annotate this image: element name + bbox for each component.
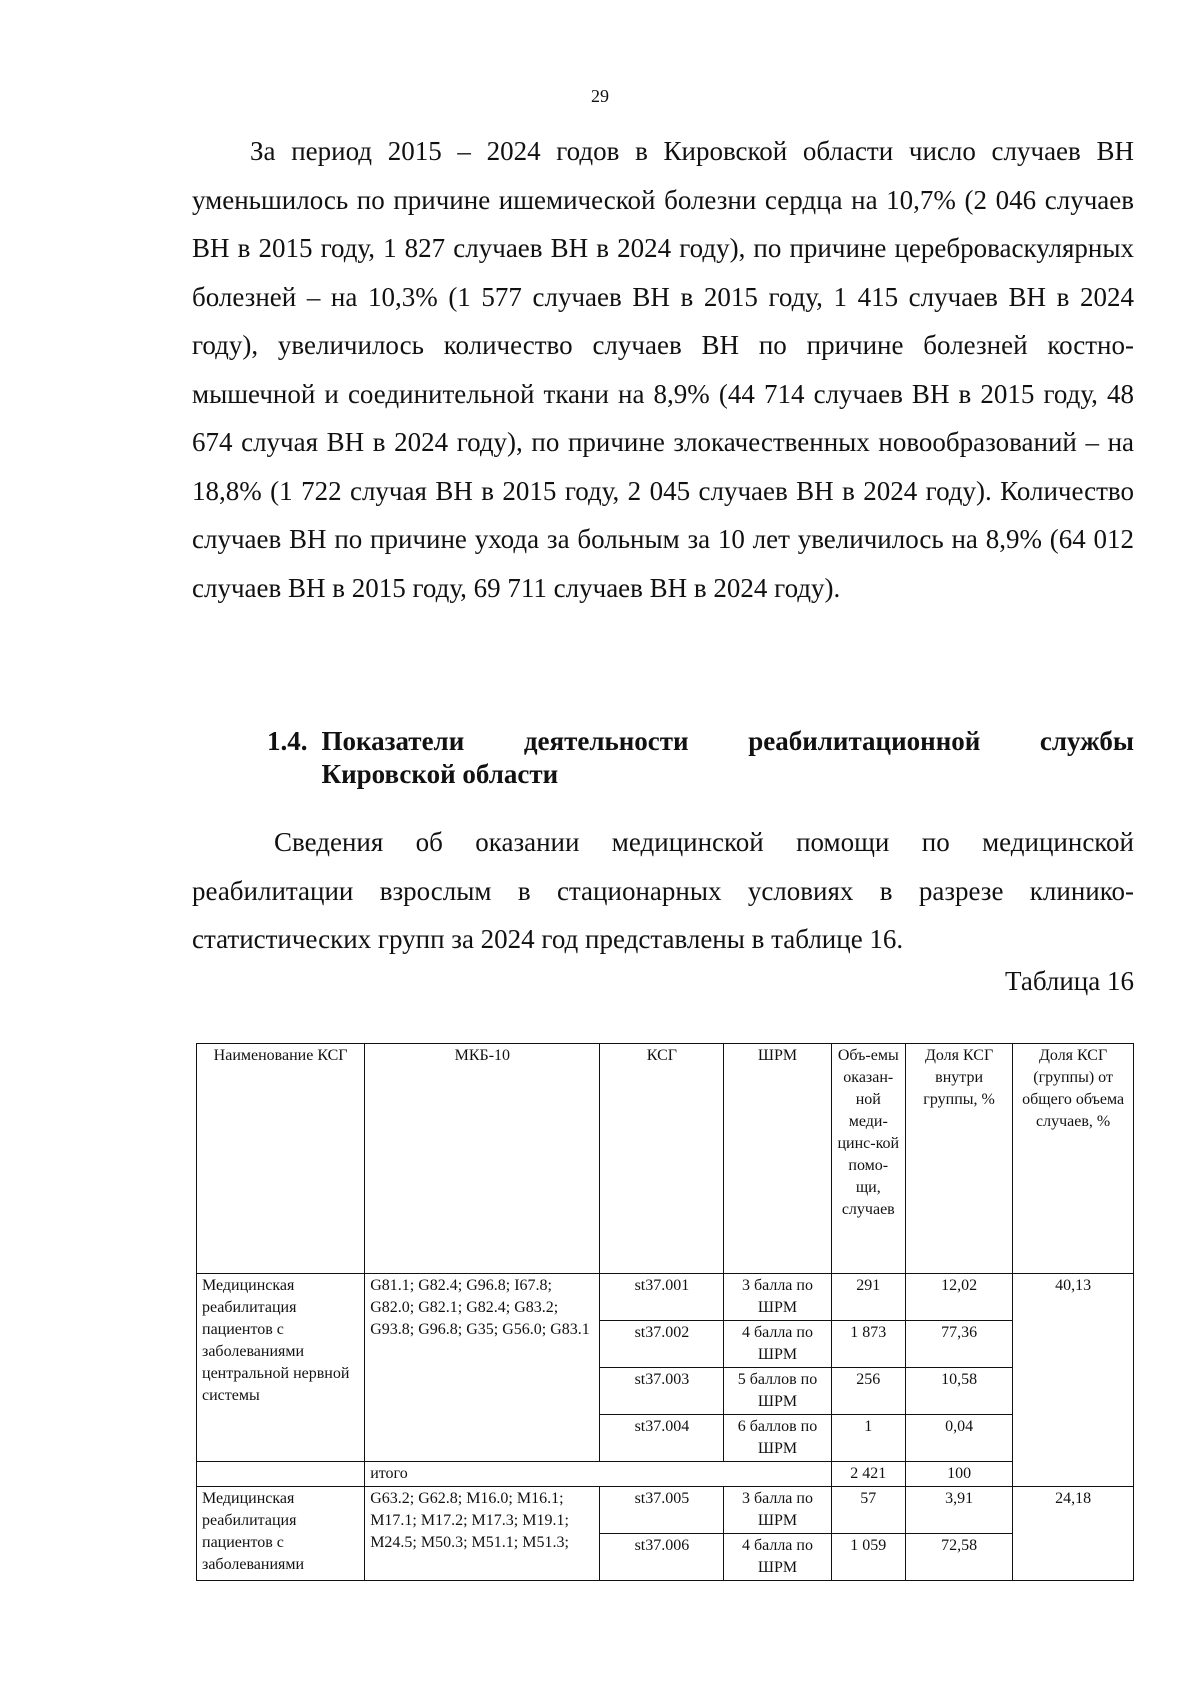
- section-heading: [192, 725, 1134, 791]
- shrm-score: 3 балла по ШРМ: [724, 1274, 831, 1321]
- table-header-row: [197, 1044, 1134, 1274]
- share-cell: 3,91: [905, 1487, 1012, 1534]
- paragraph-table-intro: Сведения об оказании медицинской помощи по медицинской реабилитации взрослым в стационарных условиях в разрезе клинико-статистических групп за 2024 год представлены в таблице 16.: [192, 827, 1134, 954]
- ksg-code: st37.003: [600, 1368, 724, 1415]
- section-title-word: Показатели: [321, 726, 465, 756]
- header-share-total: Доля КСГ (группы) от общего объема случаев, %: [1013, 1044, 1134, 1274]
- header-ksg-name: Наименование КСГ: [197, 1044, 365, 1274]
- group-name: Медицинская реабилитация пациентов с заболеваниями: [197, 1487, 365, 1581]
- header-shrm: ШРМ: [724, 1044, 831, 1274]
- share-cell: 72,58: [905, 1534, 1012, 1581]
- empty-cell: [197, 1462, 365, 1487]
- table-row: [197, 1274, 1134, 1321]
- section-number: 1.4.: [267, 726, 308, 756]
- volume-cell: 256: [831, 1368, 905, 1415]
- section-title-line2: Кировской области: [321, 759, 559, 789]
- group-mkb: G63.2; G62.8; M16.0; M16.1; M17.1; M17.2; M17.3; M19.1; M24.5; M50.3; M51.1; M51.3;: [365, 1487, 600, 1581]
- volume-cell: 1: [831, 1415, 905, 1462]
- group-mkb: G81.1; G82.4; G96.8; I67.8; G82.0; G82.1; G82.4; G83.2; G93.8; G96.8; G35; G56.0; G83.1: [365, 1274, 600, 1462]
- ksg-code: st37.006: [600, 1534, 724, 1581]
- shrm-score: 5 баллов по ШРМ: [724, 1368, 831, 1415]
- shrm-score: 3 балла по ШРМ: [724, 1487, 831, 1534]
- volume-cell: 291: [831, 1274, 905, 1321]
- header-share-in-group: Доля КСГ внутри группы, %: [905, 1044, 1012, 1274]
- paragraph-vn-statistics: За период 2015 – 2024 годов в Кировской области число случаев ВН уменьшилось по причине ишемической болезни сердца на 10,7% (2 046 случаев ВН в 2015 году, 1 827 случаев ВН в 2024 году), по причине цереброваскулярных болезней – на 10,3% (1 577 случаев ВН в 2015 году, 1 415 случаев ВН в 2024 году), увеличилось количество случаев ВН по причине болезней костно-мышечной и соединительной ткани на 8,9% (44 714 случаев ВН в 2015 году, 48 674 случая ВН в 2024 году), по причине злокачественных новообразований – на 18,8% (1 722 случая ВН в 2015 году, 2 045 случаев ВН в 2024 году). Количество случаев ВН по причине ухода за больным за 10 лет увеличилось на 8,9% (64 012 случаев ВН в 2015 году, 69 711 случаев ВН в 2024 году).: [192, 136, 1134, 603]
- header-volume: Объ-емы оказан-ной меди-цинс-кой помо-щи, случаев: [831, 1044, 905, 1274]
- total-volume: 2 421: [831, 1462, 905, 1487]
- section-title-word: реабилитационной: [748, 726, 981, 756]
- share-cell: 10,58: [905, 1368, 1012, 1415]
- volume-cell: 57: [831, 1487, 905, 1534]
- rehabilitation-table: [196, 1043, 1134, 1581]
- page-number: 29: [591, 86, 609, 106]
- share-cell: 0,04: [905, 1415, 1012, 1462]
- share-cell: 12,02: [905, 1274, 1012, 1321]
- header-ksg: КСГ: [600, 1044, 724, 1274]
- total-share: 100: [905, 1462, 1012, 1487]
- total-label: итого: [365, 1462, 831, 1487]
- group-share-total: 40,13: [1013, 1274, 1134, 1487]
- header-mkb10: МКБ-10: [365, 1044, 600, 1274]
- ksg-code: st37.004: [600, 1415, 724, 1462]
- section-title-word: деятельности: [523, 726, 689, 756]
- table-row: [197, 1487, 1134, 1534]
- volume-cell: 1 873: [831, 1321, 905, 1368]
- ksg-code: st37.001: [600, 1274, 724, 1321]
- table-caption: Таблица 16: [1005, 966, 1134, 996]
- share-cell: 77,36: [905, 1321, 1012, 1368]
- ksg-code: st37.002: [600, 1321, 724, 1368]
- table-total-row: [197, 1462, 1134, 1487]
- shrm-score: 4 балла по ШРМ: [724, 1321, 831, 1368]
- volume-cell: 1 059: [831, 1534, 905, 1581]
- shrm-score: 4 балла по ШРМ: [724, 1534, 831, 1581]
- shrm-score: 6 баллов по ШРМ: [724, 1415, 831, 1462]
- group-name: Медицинская реабилитация пациентов с заболеваниями центральной нервной системы: [197, 1274, 365, 1462]
- group-share-total: 24,18: [1013, 1487, 1134, 1581]
- section-title-word: службы: [1039, 726, 1134, 756]
- ksg-code: st37.005: [600, 1487, 724, 1534]
